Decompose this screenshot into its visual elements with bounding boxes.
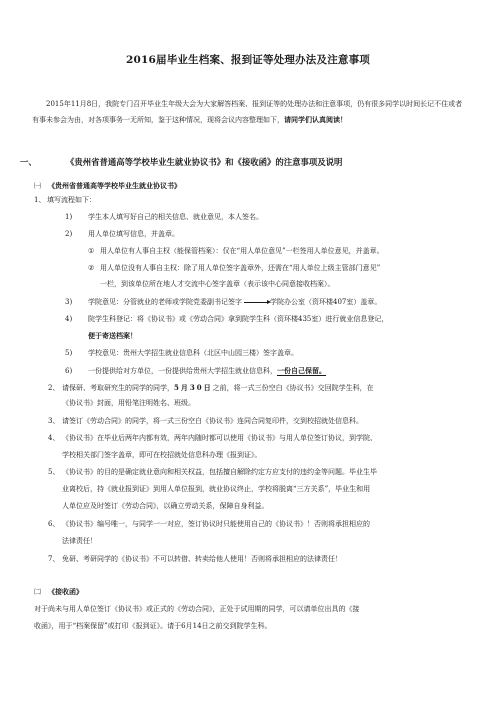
item-text: 请签订《劳动合同》的同学，将一式三份空白《协议书》连同合同复印件，交到校招就处信息科。 — [62, 417, 363, 425]
step-2 — [65, 228, 179, 241]
step-3 — [65, 296, 381, 309]
subsection-2-heading — [34, 585, 83, 599]
item-number: 6、 — [48, 520, 60, 528]
item-7 — [48, 553, 342, 566]
page-title: 2016届毕业生档案、报到证等处理办法及注意事项 — [125, 54, 371, 66]
item-5-continued: 业离校后，持《就业报到证》到用人单位报到，就业协议终止，学校将脱离“三方关系”，毕业生和用 — [62, 485, 371, 493]
subsection-1-number: ㈠ — [34, 182, 41, 190]
step-number: 6) — [65, 367, 73, 375]
item-number: 5、 — [48, 468, 60, 476]
section-1-heading — [20, 156, 342, 168]
subsection-1-heading — [34, 179, 181, 193]
item-number: 2、 — [48, 384, 60, 392]
step-number: 5) — [65, 349, 73, 357]
item-text: 《协议书》的目的是确定就业意向和相关权益，包括擅自解除约定方应支付的违约金等问题。毕业生毕 — [62, 468, 377, 476]
case-text: 用人单位有人事自主权（能保管档案）：仅在“用人单位意见”一栏签用人单位意见，并盖章。 — [100, 247, 384, 255]
case-text: 用人单位没有人事自主权：除了用人单位签字盖章外，还需在“用人单位上级主管部门意见” — [100, 264, 381, 272]
item-5 — [48, 466, 377, 479]
item-number: 3、 — [48, 417, 60, 425]
item-1-text: 填写流程如下： — [47, 196, 96, 204]
step-number: 3) — [65, 298, 73, 306]
final-paragraph-line-2: 收函》，用于“档案保留”或打印《报到证》。请于6月14日之前交到院学生科。 — [34, 622, 272, 630]
section-1-title: 《贵州省普通高等学校毕业生就业协议书》和《接收函》的注意事项及说明 — [66, 157, 343, 167]
item-text: 请保研、考取研究生的同学的同学， — [62, 384, 174, 392]
step-4 — [65, 313, 388, 326]
item-2-continued: 《协议书》封面，用铅笔注明姓名、班级。 — [62, 399, 195, 407]
deadline-date: 5月30日 — [174, 383, 213, 392]
step-5 — [65, 347, 298, 360]
step-text: 学校意见：贵州大学招生就业信息科（北区中山园三楼）签字盖章。 — [88, 349, 298, 357]
final-paragraph-line-1: 对于尚未与用人单位签订《协议书》或正式的《劳动合同》，正处于试用期的同学，可以请单位出具的《接 — [34, 605, 360, 613]
item-text-after-date: 之前，将一式三份空白《协议书》交回院学生科，在 — [212, 384, 374, 392]
item-5-continued-2: 人单位应及时签订《劳动合同》，以确立劳动关系，保障自身利益。 — [62, 502, 269, 510]
item-number: 4、 — [48, 434, 60, 442]
step-4-bold-note: 便于寄送档案！ — [88, 331, 137, 340]
case-marker: ② — [88, 264, 95, 272]
step-number: 2) — [65, 230, 73, 238]
subsection-1-title: 《贵州省普通高等学校毕业生就业协议书》 — [48, 181, 181, 190]
step-text: 学生本人填写好自己的相关信息、就业意见，本人签名。 — [88, 213, 263, 221]
step-number: 1) — [65, 213, 73, 221]
case-marker: ① — [88, 247, 95, 255]
intro-text: 2015年11月8日，我院专门召开毕业生年级大会为大家解答档案、报到证等的处理办法和注意事项，仍有很多同学以时间长记不住或者有事未参会为由，对各项事务一无所知，鉴于这种情况，现将会议内容整理如下， — [32, 100, 463, 124]
item-text: 免研、考研同学的《协议书》不可以转借、转卖给他人使用！否则将承担相应的法律责任！ — [62, 555, 342, 563]
item-1 — [34, 194, 96, 207]
step-1 — [65, 211, 263, 224]
item-text: 《协议书》编号唯一，与同学一一对应，签订协议时只能使用自己的《协议书》！否则将承担相应的 — [62, 520, 370, 528]
section-1-number: 一、 — [20, 157, 37, 167]
item-3 — [48, 415, 363, 428]
intro-paragraph — [32, 97, 464, 128]
subsection-2-number: ㈡ — [34, 588, 41, 596]
step-text: 院学生科登记：将《协议书》或《劳动合同》拿到院学生科（资环楼435室）进行就业信息登记， — [88, 315, 389, 323]
item-6 — [48, 518, 370, 531]
item-1-number: 1、 — [34, 196, 46, 204]
item-number: 7、 — [48, 555, 60, 563]
step-6-underlined-note: 一份自己保留。 — [277, 366, 326, 375]
step-2-case-2-continued: 一栏，到该单位所在地人才交流中心签字盖章（表示该中心同意接收档案）。 — [100, 280, 335, 288]
item-4-continued: 学校相关部门签字盖章，即可在校招就处信息科办理《报到证》。 — [62, 451, 262, 459]
item-2 — [48, 381, 374, 395]
step-text-after-arrow: 学院办公室（资环楼407室）盖章。 — [270, 298, 382, 306]
intro-bold-note: 请同学们认真阅读！ — [284, 115, 347, 124]
step-text-before-arrow: 学院意见：分管就业的老师或学院党委副书记签字 — [88, 298, 242, 306]
item-6-continued: 法律责任！ — [62, 537, 97, 545]
step-text: 一份提供给对方单位，一份提供给贵州大学招生就业信息科， — [88, 367, 277, 375]
step-6 — [65, 364, 326, 378]
step-2-case-2 — [88, 262, 380, 275]
right-arrow-icon — [244, 302, 268, 303]
item-4 — [48, 432, 377, 445]
step-number: 4) — [65, 315, 73, 323]
step-text: 用人单位填写信息，并盖章。 — [88, 230, 179, 238]
item-text: 《协议书》在毕业后两年内都有效，两年内随时都可以使用《协议书》与用人单位签订协议，到学院、 — [62, 434, 377, 442]
step-2-case-1 — [88, 245, 384, 258]
subsection-2-title: 《接收函》 — [48, 587, 83, 596]
